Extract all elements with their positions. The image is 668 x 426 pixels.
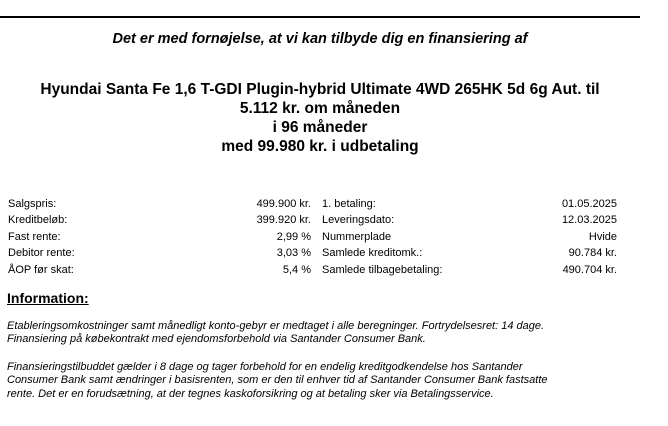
terms-value: 3,03 % bbox=[276, 247, 311, 260]
terms-value: Hvide bbox=[588, 230, 617, 243]
terms-row bbox=[8, 231, 628, 247]
terms-value: 2,99 % bbox=[276, 230, 311, 243]
terms-label: 1. betaling: bbox=[322, 198, 376, 210]
headline-monthly-payment: 5.112 kr. om måneden bbox=[239, 100, 401, 117]
terms-value: 5,4 % bbox=[282, 263, 311, 276]
terms-label: Samlede kreditomk.: bbox=[322, 247, 423, 260]
terms-label: Nummerplade bbox=[322, 230, 392, 243]
terms-value: 399.920 kr. bbox=[256, 214, 311, 227]
information-paragraph bbox=[7, 320, 637, 347]
terms-row bbox=[8, 214, 628, 230]
paragraph-line: Consumer Bank samt ændringer i basisrenten, som er den til enhver tid af Santander Consumer Bank fastsatte bbox=[7, 374, 548, 387]
paragraph-line: rente. Det er en forudsætning, at der tegnes kaskoforsikring og at betaling sker via Betalingsservice. bbox=[7, 387, 494, 400]
terms-row bbox=[8, 198, 628, 214]
terms-table bbox=[8, 198, 628, 280]
paragraph-line: Etableringsomkostninger samt månedligt konto-gebyr er medtaget i alle beregninger. Fortrydelsesret: 14 dage. bbox=[7, 320, 545, 332]
paragraph-line: Finansieringstilbuddet gælder i 8 dage og tager forbehold for en endelig kreditgodkendelse hos Santander bbox=[7, 361, 523, 373]
terms-value: 01.05.2025 bbox=[561, 198, 617, 210]
paragraph-line: Finansiering på købekontrakt med ejendomsforbehold via Santander Consumer Bank. bbox=[7, 333, 426, 346]
terms-label: Leveringsdato: bbox=[322, 214, 395, 227]
disclaimer-paragraph bbox=[7, 361, 637, 401]
terms-value: 490.704 kr. bbox=[562, 263, 617, 276]
terms-label: Fast rente: bbox=[8, 230, 61, 243]
headline-term: i 96 måneder bbox=[272, 119, 368, 136]
terms-label: Samlede tilbagebetaling: bbox=[322, 263, 443, 276]
terms-value: 499.900 kr. bbox=[256, 198, 311, 210]
terms-row bbox=[8, 264, 628, 280]
terms-label: ÅOP før skat: bbox=[8, 263, 74, 276]
offer-headline bbox=[0, 80, 640, 156]
top-divider bbox=[0, 0, 640, 18]
terms-value: 12.03.2025 bbox=[561, 214, 617, 227]
terms-value: 90.784 kr. bbox=[568, 247, 617, 260]
terms-label: Debitor rente: bbox=[8, 247, 75, 260]
headline-down-payment: med 99.980 kr. i udbetaling bbox=[221, 138, 419, 155]
terms-row bbox=[8, 247, 628, 263]
information-heading: Information: bbox=[7, 290, 89, 306]
terms-label: Salgspris: bbox=[8, 198, 57, 210]
terms-label: Kreditbeløb: bbox=[8, 214, 68, 227]
headline-vehicle: Hyundai Santa Fe 1,6 T-GDI Plugin-hybrid Ultimate 4WD 265HK 5d 6g Aut. til bbox=[40, 81, 600, 98]
intro-text: Det er med fornøjelse, at vi kan tilbyde dig en finansiering af bbox=[112, 31, 528, 47]
